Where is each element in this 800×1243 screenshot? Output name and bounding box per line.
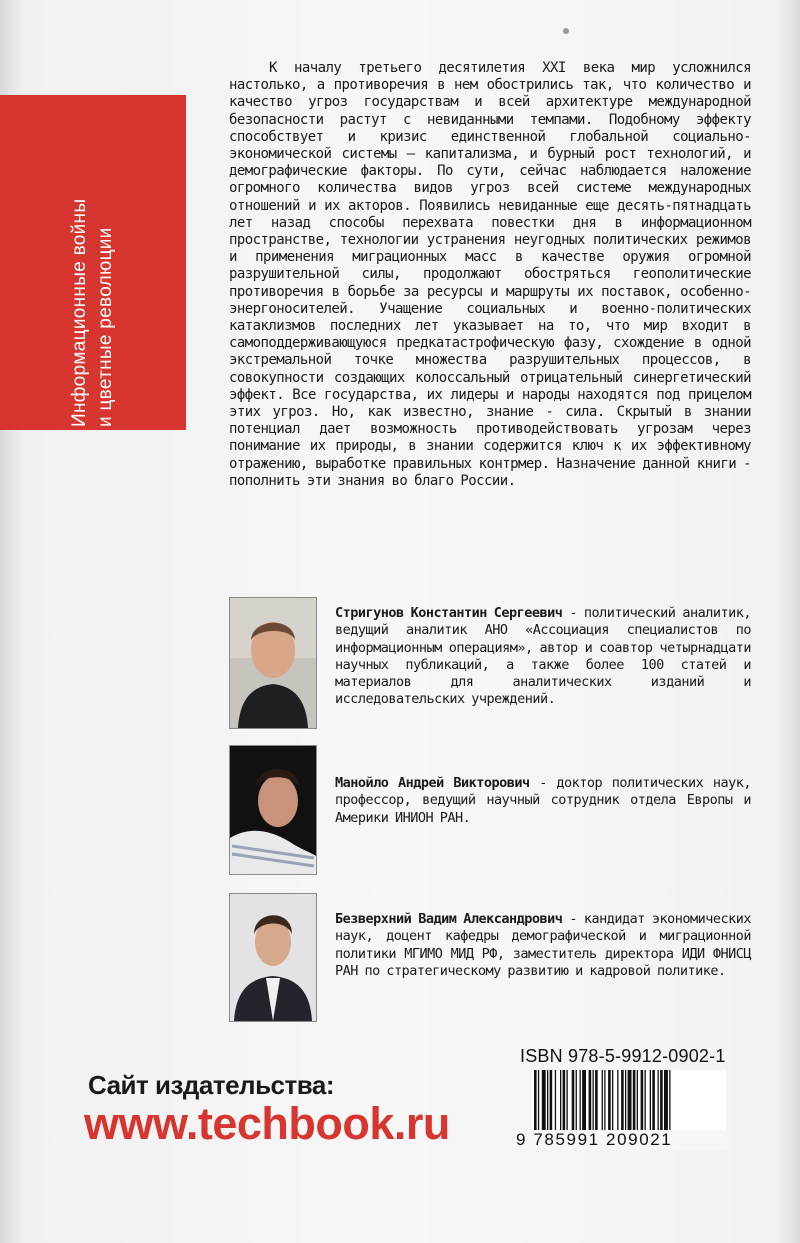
publisher-site-url[interactable]: www.techbook.ru	[84, 1098, 450, 1149]
author-photo-3	[229, 893, 317, 1022]
isbn-text: ISBN 978-5-9912-0902-1	[520, 1046, 726, 1066]
author-bio-3	[335, 911, 751, 980]
series-title	[67, 97, 119, 427]
series-title-line-1: Информационные войны	[69, 198, 90, 427]
author-description-2: - доктор политических наук, профессор, ведущий научный сотрудник отдела Европы и Америки ИНИОН РАН.	[335, 775, 751, 826]
author-description-1: - политический аналитик, ведущий аналитик АНО «Ассоциация специалистов по информационным операциям», автор и соавтор четырнадцати научных публикаций, а также более 100 статей и материалов для аналитических изданий и исследовательских учреждений.	[335, 605, 751, 708]
author-photo-2	[229, 745, 317, 875]
barcode-digits: 9 785991 209021	[516, 1130, 730, 1150]
author-name-3: Безверхний Вадим Александрович	[335, 911, 563, 927]
series-title-line-2: и цветные революции	[95, 227, 116, 427]
author-bio-2	[335, 775, 751, 827]
pin-mark	[563, 28, 569, 34]
publisher-site-label: Сайт издательства:	[88, 1070, 335, 1100]
author-name-2: Манойло Андрей Викторович	[335, 775, 530, 791]
author-description-3: - кандидат экономических наук, доцент кафедры демографической и миграционной политики МГИМО МИД РФ, заместитель директора ИДИ ФНИСЦ РАН по стратегическому развитию и кадровой политике.	[335, 911, 751, 979]
author-name-1: Стригунов Константин Сергеевич	[335, 605, 563, 621]
author-photo-1	[229, 597, 317, 729]
annotation-text: К началу третьего десятилетия XXI века мир усложнился настолько, а противоречия в нем обострились так, что количество и качество угроз государствам и всей архитектуре международной безопасности растут с невиданными темпами. Подобному эффекту способствует и кризис единственной глобальной социально-экономической системы — капитализма, и бурный рост технологий, и демографические факторы. По сути, сейчас наблюдается наложение огромного количества видов угроз всей системе международных отношений и их акторов. Появились невиданные еще десять-пятнадцать лет назад способы перехвата повестки дня в информационном пространстве, технологии устранения неугодных политических режимов и применения миграционных масс в качестве оружия огромной разрушительной силы, продолжают обостряться геополитические противоречия в борьбе за ресурсы и маршруты их поставок, особенно-энергоносителей. Учащение социальных и военно-политических катаклизмов последних лет указывает на то, что мир входит в самоподдерживающуюся предкатастрофическую фазу, схождение в одной экстремальной точке множества разрушительных процессов, в совокупности создающих колоссальный отрицательный синергетический эффект. Все государства, их лидеры и народы находятся под прицелом этих угроз. Но, как известно, знание - сила. Скрытый в знании потенциал дает возможность противодействовать угрозам через понимание их природы, в знании содержится ключ к их эффективному отражению, выработке правильных контрмер. Назначение данной книги - пополнить эти знания во благо России.	[229, 60, 751, 489]
author-bio-1	[335, 605, 751, 709]
